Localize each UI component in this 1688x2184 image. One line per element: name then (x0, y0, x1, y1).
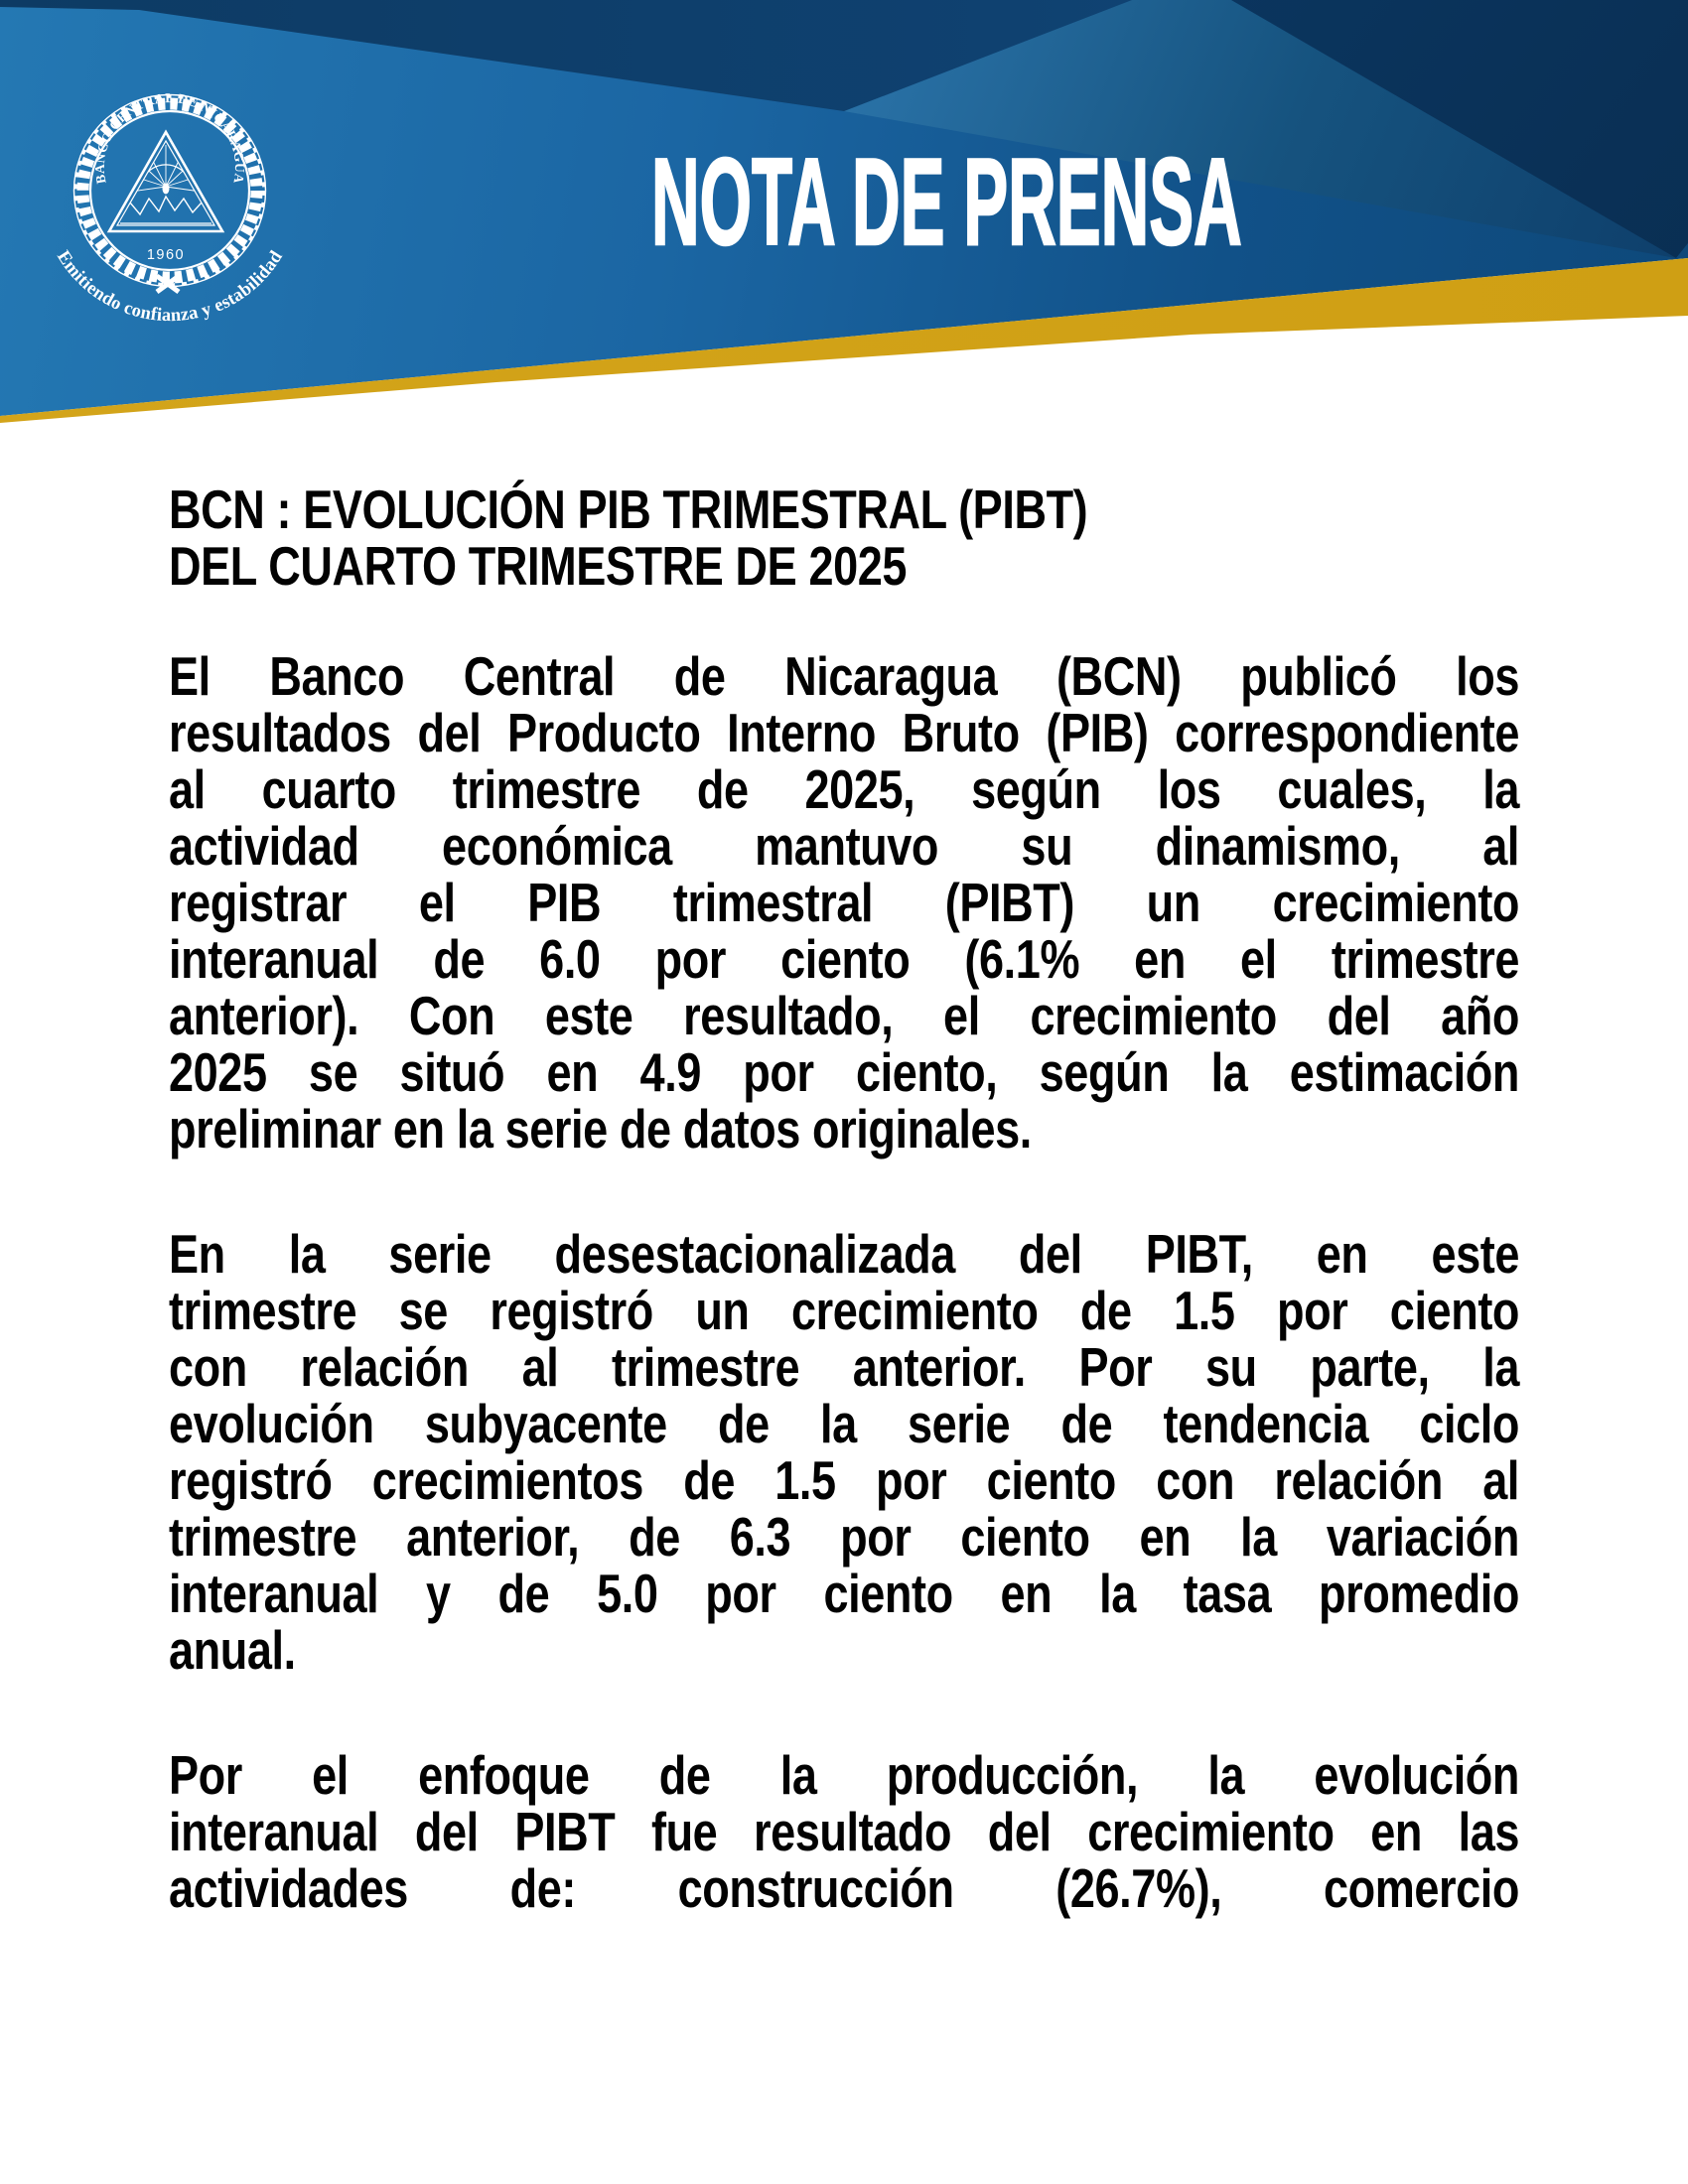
article-title (169, 478, 1519, 597)
text-line: actividades de: construcción (26.7%), comercio (169, 1857, 1520, 1919)
text-line: resultados del Producto Interno Bruto (PIB) correspondiente (169, 702, 1520, 763)
seal-water-waves (120, 223, 211, 230)
paragraph-2 (169, 1223, 1520, 1681)
text-line: anual. (169, 1619, 296, 1681)
header-banner (0, 0, 1688, 427)
text-line: En la serie desestacionalizada del PIBT, en este (169, 1223, 1520, 1285)
text-line: con relación al trimestre anterior. Por su parte, la (169, 1336, 1520, 1398)
seal-year: 1960 (146, 247, 186, 263)
seal-motto: Emitiendo confianza y estabilidad (53, 247, 287, 327)
text-line: trimestre se registró un crecimiento de 1.5 por ciento (169, 1280, 1520, 1341)
article-body (169, 478, 1520, 1919)
text-line: trimestre anterior, de 6.3 por ciento en la variación (169, 1506, 1520, 1568)
text-line: interanual de 6.0 por ciento (6.1% en el trimestre (169, 928, 1520, 990)
text-line: registrar el PIB trimestral (PIBT) un crecimiento (169, 872, 1520, 933)
seal-cap-icon (163, 184, 170, 195)
text-line: interanual y de 5.0 por ciento en la tasa promedio (169, 1563, 1520, 1624)
text-line: interanual del PIBT fue resultado del crecimiento en las (169, 1801, 1520, 1862)
paragraph-3 (169, 1744, 1520, 1919)
banner-title: NOTA DE PRENSA (651, 134, 1242, 271)
article-title-line-2: DEL CUARTO TRIMESTRE DE 2025 (169, 535, 908, 597)
text-line: El Banco Central de Nicaragua (BCN) publicó los (169, 645, 1520, 707)
seal-ring-text: BANCO CENTRAL DE NICARAGUA (91, 90, 248, 186)
paragraph-1 (169, 645, 1520, 1160)
text-line: registró crecimientos de 1.5 por ciento con relación al (169, 1449, 1520, 1511)
text-line: Por el enfoque de la producción, la evolución (169, 1744, 1520, 1806)
seal-pyramid-emblem (109, 132, 222, 231)
article-title-line-1: BCN : EVOLUCIÓN PIB TRIMESTRAL (PIBT) (169, 478, 1088, 540)
text-line: evolución subyacente de la serie de tendencia ciclo (169, 1393, 1520, 1454)
text-line: actividad económica mantuvo su dinamismo, al (169, 815, 1520, 877)
bcn-seal-logo (31, 42, 309, 340)
text-line: preliminar en la serie de datos originales. (169, 1098, 1032, 1160)
text-line: 2025 se situó en 4.9 por ciento, según la estimación (169, 1041, 1520, 1103)
seal-volcanoes (118, 197, 213, 220)
text-line: al cuarto trimestre de 2025, según los cuales, la (169, 758, 1520, 820)
text-line: anterior). Con este resultado, el crecimiento del año (169, 985, 1520, 1046)
